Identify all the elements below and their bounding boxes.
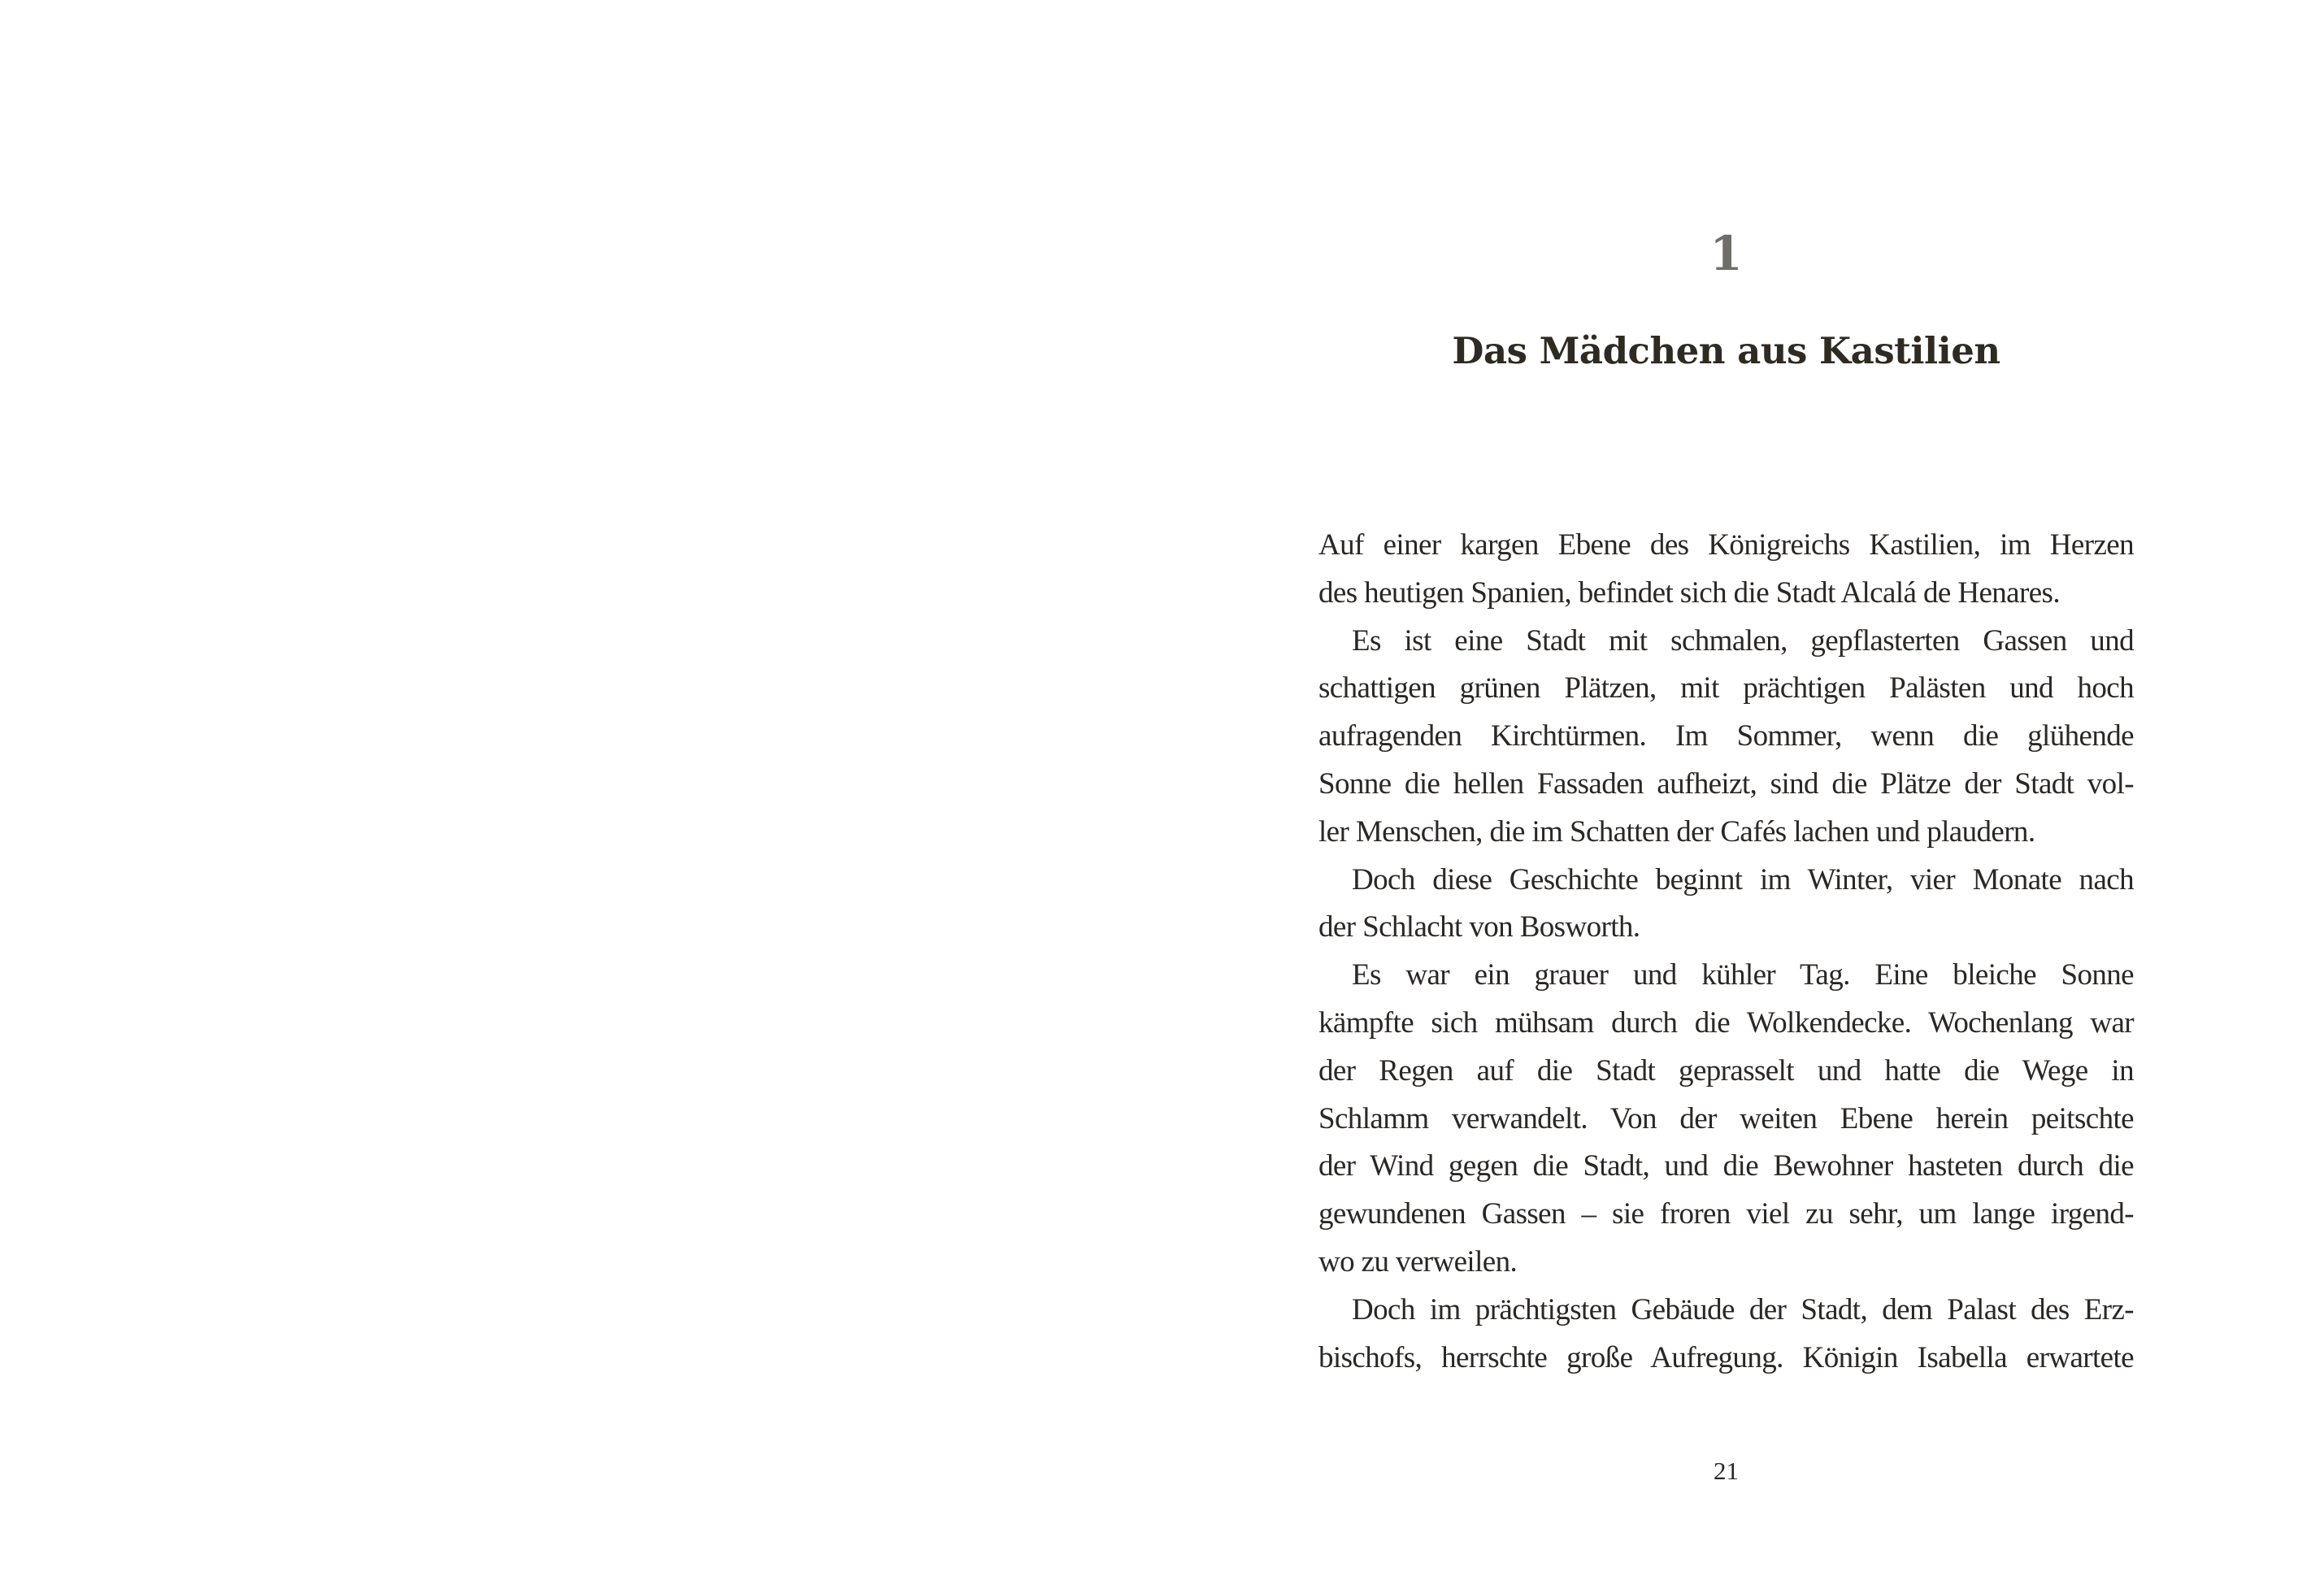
- text-line: Doch diese Geschichte beginnt im Winter, vier Monate nach: [1352, 862, 2134, 897]
- text-line: Sonne die hellen Fassaden aufheizt, sind die Plätze der Stadt vol-: [1318, 766, 2134, 801]
- text-line: gewundenen Gassen – sie froren viel zu sehr, um lange irgend-: [1318, 1197, 2134, 1231]
- text-line: wo zu verweilen.: [1318, 1244, 1518, 1279]
- text-line: der Wind gegen die Stadt, und die Bewohner hasteten durch die: [1318, 1149, 2134, 1183]
- chapter-title: Das Mädchen aus Kastilien: [1452, 329, 2000, 372]
- text-line: ler Menschen, die im Schatten der Cafés lachen und plaudern.: [1318, 814, 2035, 849]
- text-line: der Schlacht von Bosworth.: [1318, 910, 1640, 944]
- page-number: 21: [1714, 1457, 1739, 1485]
- text-line: Auf einer kargen Ebene des Königreichs Kastilien, im Herzen: [1318, 528, 2134, 562]
- text-line: schattigen grünen Plätzen, mit prächtigen Palästen und hoch: [1318, 671, 2134, 706]
- text-line: kämpfte sich mühsam durch die Wolkendecke. Wochenlang war: [1318, 1005, 2134, 1040]
- text-line: Es war ein grauer und kühler Tag. Eine bleiche Sonne: [1352, 958, 2134, 992]
- text-line: aufragenden Kirchtürmen. Im Sommer, wenn die glühende: [1318, 719, 2134, 753]
- body-text: [1318, 522, 2134, 1382]
- chapter-number: 1: [1709, 226, 1743, 281]
- text-line: Es ist eine Stadt mit schmalen, gepflasterten Gassen und: [1352, 623, 2134, 658]
- text-line: des heutigen Spanien, befindet sich die Stadt Alcalá de Henares.: [1318, 575, 2061, 610]
- text-line: bischofs, herrschte große Aufregung. Königin Isabella erwartete: [1318, 1340, 2134, 1374]
- text-line: der Regen auf die Stadt geprasselt und hatte die Wege in: [1318, 1053, 2134, 1088]
- text-line: Schlamm verwandelt. Von der weiten Ebene herein peitschte: [1318, 1101, 2134, 1135]
- text-line: Doch im prächtigsten Gebäude der Stadt, dem Palast des Erz-: [1352, 1292, 2134, 1326]
